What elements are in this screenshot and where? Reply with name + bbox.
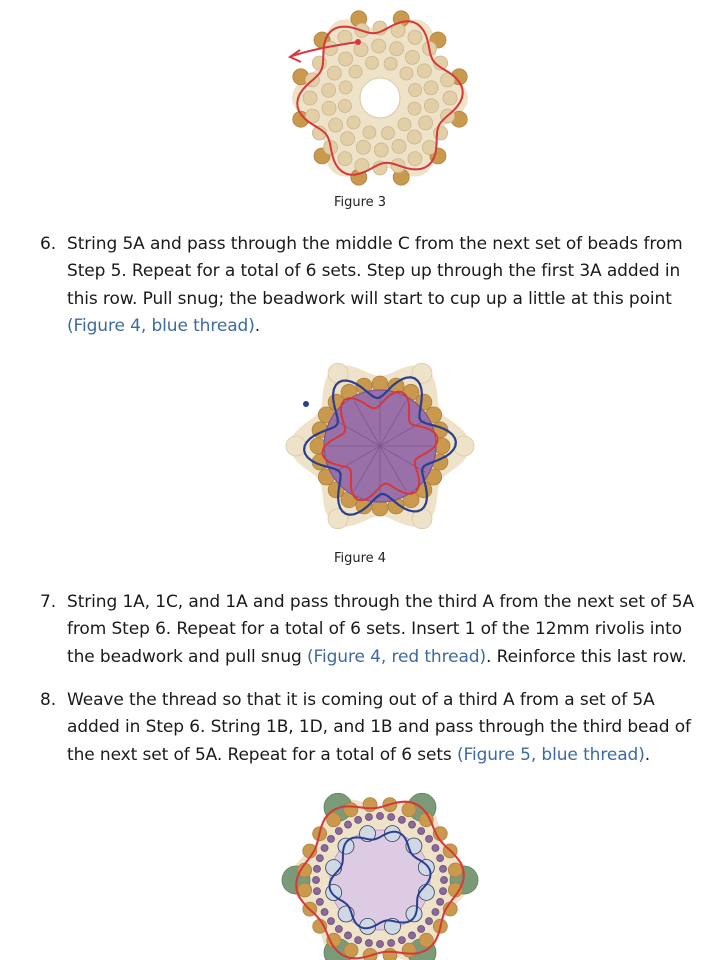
row-bead xyxy=(443,91,457,105)
seed-bead xyxy=(432,909,439,916)
row-bead xyxy=(354,43,368,57)
row-bead xyxy=(324,42,338,56)
seed-bead xyxy=(345,932,352,939)
seed-bead xyxy=(355,816,362,823)
seed-bead xyxy=(313,865,320,872)
row-bead xyxy=(407,130,421,144)
inner-bead xyxy=(347,116,360,129)
center-hole xyxy=(360,78,400,118)
inner-bead xyxy=(398,118,411,131)
row-bead xyxy=(298,883,312,897)
step-6 xyxy=(40,231,700,340)
figure-4-blue-reference[interactable]: (Figure 4, blue thread) xyxy=(67,315,255,336)
inner-bead xyxy=(349,65,362,78)
seed-bead xyxy=(426,835,433,842)
seed-bead xyxy=(321,909,328,916)
seed-bead xyxy=(365,813,372,820)
inner-bead xyxy=(409,84,422,97)
inner-bead xyxy=(338,99,351,112)
crystal-bead xyxy=(406,906,422,922)
seed-bead xyxy=(377,941,384,948)
seed-bead xyxy=(437,855,444,862)
seed-bead xyxy=(377,813,384,820)
seed-bead xyxy=(409,932,416,939)
figure-4-caption: Figure 4 xyxy=(333,551,387,566)
row-bead xyxy=(329,118,343,132)
row-bead xyxy=(383,948,397,960)
seed-bead xyxy=(432,845,439,852)
outer-bead xyxy=(454,436,474,456)
row-bead xyxy=(419,116,433,130)
figure-4-diagram xyxy=(280,350,480,550)
row-bead xyxy=(424,81,438,95)
inner-bead xyxy=(384,57,397,70)
seed-bead xyxy=(418,827,425,834)
seed-bead xyxy=(355,937,362,944)
seed-bead xyxy=(365,940,372,947)
step-7-number: 7. xyxy=(40,592,57,612)
figure-4-red-reference[interactable]: (Figure 4, red thread) xyxy=(307,646,487,667)
seed-bead xyxy=(409,821,416,828)
seed-bead xyxy=(327,918,334,925)
row-bead xyxy=(417,64,431,78)
seed-bead xyxy=(426,918,433,925)
row-bead xyxy=(322,83,336,97)
seed-bead xyxy=(388,813,395,820)
seed-bead xyxy=(313,877,320,884)
seed-bead xyxy=(441,877,448,884)
seed-bead xyxy=(345,821,352,828)
seed-bead xyxy=(327,835,334,842)
row-bead xyxy=(424,99,438,113)
seed-bead xyxy=(321,845,328,852)
row-bead xyxy=(390,42,404,56)
thread-end-dot xyxy=(303,401,309,407)
seed-bead xyxy=(437,898,444,905)
inner-bead xyxy=(400,67,413,80)
figure-5-blue-reference[interactable]: (Figure 5, blue thread) xyxy=(456,744,645,765)
row-bead xyxy=(338,152,352,166)
row-bead xyxy=(344,943,358,957)
row-bead xyxy=(402,803,416,817)
crystal-bead xyxy=(338,838,354,854)
seed-bead xyxy=(316,898,323,905)
step-8-number: 8. xyxy=(40,690,57,710)
row-bead xyxy=(408,152,422,166)
row-bead xyxy=(392,139,406,153)
step-7-text: String 1A, 1C, and 1A and pass through the third A from the next set of 5A from Step 6. Repeat for a total of 6 sets. Insert 1 of the 12mm rivolis into the beadwork and pull snug (Figure 4, red thread). Reinforce this last row. xyxy=(67,592,694,667)
row-bead xyxy=(327,66,341,80)
row-bead xyxy=(408,30,422,44)
seed-bead xyxy=(316,855,323,862)
row-bead xyxy=(434,126,448,140)
figure-3-diagram xyxy=(270,0,490,192)
row-bead xyxy=(402,943,416,957)
row-bead xyxy=(322,101,336,115)
seed-bead xyxy=(388,940,395,947)
row-bead xyxy=(312,56,326,70)
thread-end-dot xyxy=(355,39,361,45)
row-bead xyxy=(448,863,462,877)
inner-bead xyxy=(339,81,352,94)
seed-bead xyxy=(398,816,405,823)
inner-bead xyxy=(363,126,376,139)
seed-bead xyxy=(398,937,405,944)
inner-bead xyxy=(408,102,421,115)
row-bead xyxy=(303,91,317,105)
outer-bead xyxy=(412,363,432,383)
arrow-head xyxy=(290,50,301,62)
row-bead xyxy=(356,140,370,154)
outer-bead xyxy=(328,509,348,529)
seed-bead xyxy=(418,926,425,933)
row-bead xyxy=(374,143,388,157)
figure-5-diagram xyxy=(280,778,480,960)
figure-3-caption: Figure 3 xyxy=(333,195,387,210)
row-bead xyxy=(405,50,419,64)
row-bead xyxy=(372,39,386,53)
seed-bead xyxy=(313,888,320,895)
row-bead xyxy=(344,803,358,817)
step-8-text: Weave the thread so that it is coming out of a third A from a set of 5A added in Step 6. String 1B, 1D, and 1B and pass through the third bead of the next set of 5A. Repeat for a total of 6 sets (Figure 5, blue thread). xyxy=(67,690,691,765)
row-bead xyxy=(363,798,377,812)
step-6-text: String 5A and pass through the middle C from the next set of beads from Step 5. Repeat for a total of 6 sets. Step up through the first 3A added in this row. Pull snug; the beadwork will start to cup up a little at this point (Figure 4, blue thread). xyxy=(67,234,683,336)
inner-bead xyxy=(381,127,394,140)
outer-bead xyxy=(286,436,306,456)
seed-bead xyxy=(440,865,447,872)
seed-bead xyxy=(335,827,342,834)
row-bead xyxy=(341,132,355,146)
inner-bead xyxy=(366,56,379,69)
step-7 xyxy=(40,589,700,671)
seed-bead xyxy=(335,926,342,933)
row-bead xyxy=(422,140,436,154)
step-8 xyxy=(40,687,700,769)
row-bead xyxy=(339,52,353,66)
step-6-number: 6. xyxy=(40,234,57,254)
seed-bead xyxy=(440,888,447,895)
